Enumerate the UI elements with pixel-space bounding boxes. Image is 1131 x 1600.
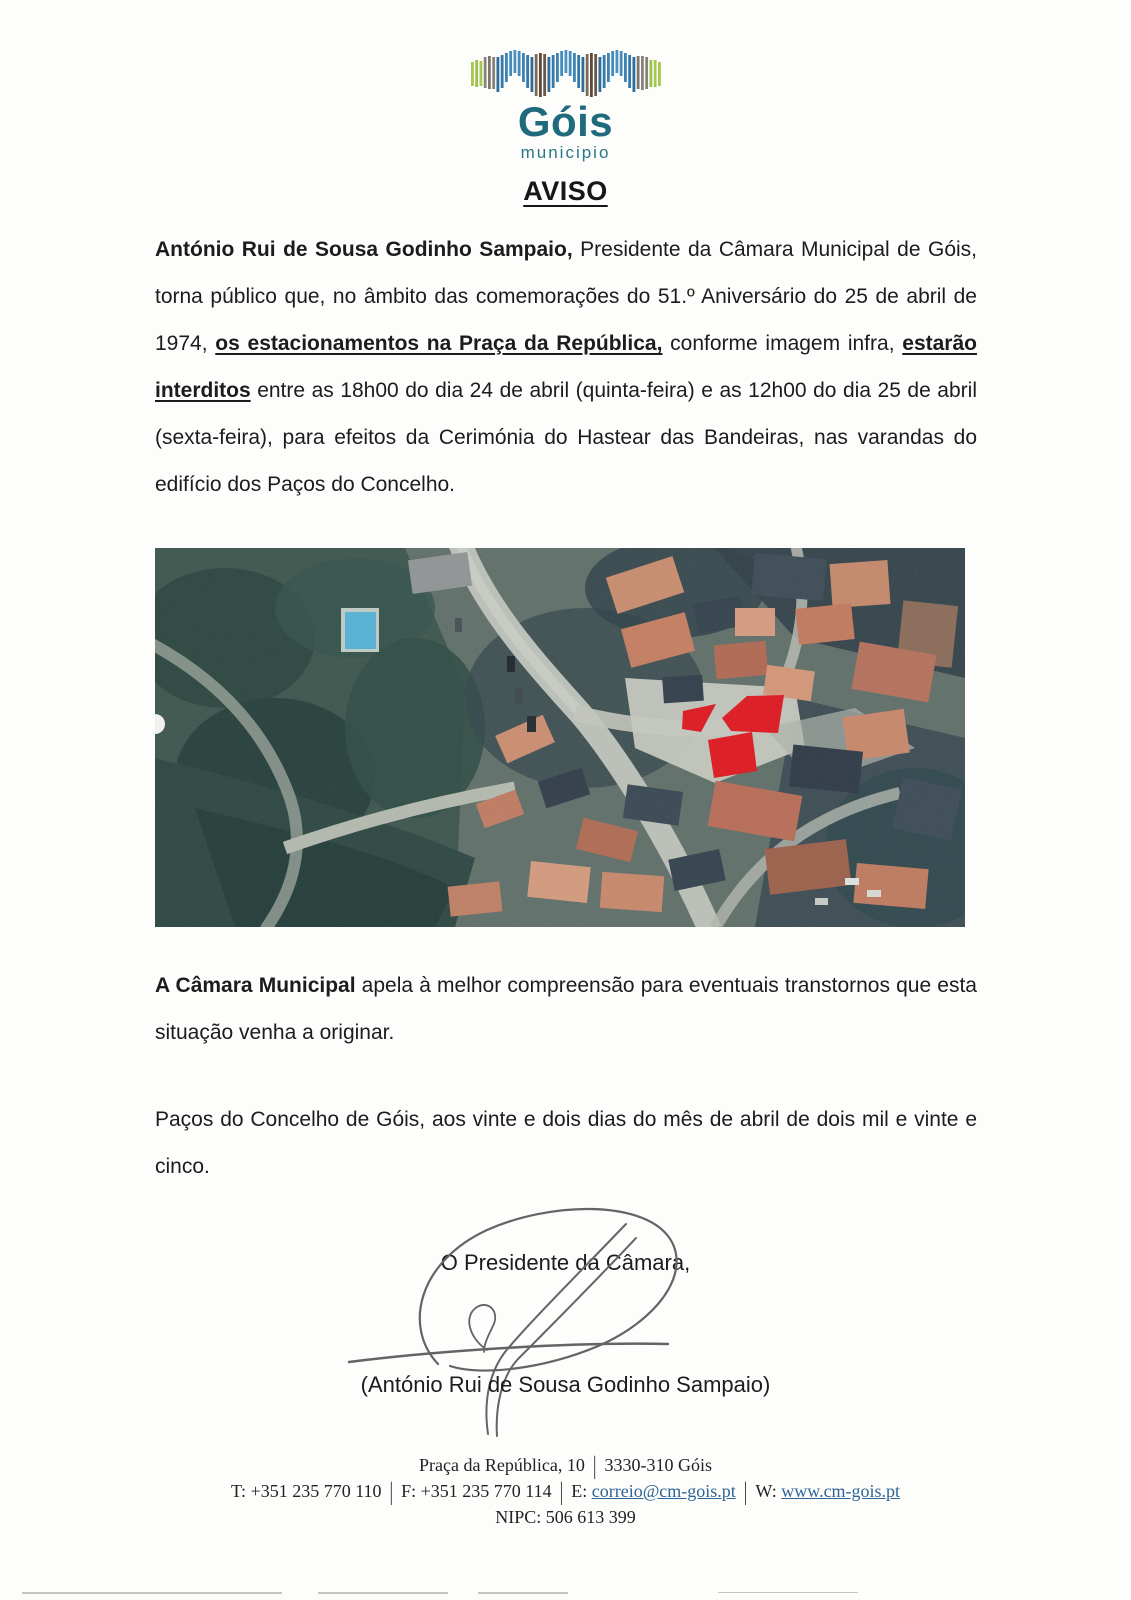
apology-paragraph (155, 962, 977, 1056)
footer-contacts-line (0, 1478, 1131, 1504)
camara-municipal-bold: A Câmara Municipal (155, 974, 356, 997)
aerial-map-image (155, 548, 965, 927)
email-link[interactable]: correio@cm-gois.pt (591, 1481, 736, 1501)
date-place-paragraph: Paços do Concelho de Góis, aos vinte e dois dias do mês de abril de dois mil e vinte e cinco. (155, 1108, 977, 1178)
notice-main-paragraph (155, 226, 977, 508)
logo-subtitle: municipio (520, 143, 611, 162)
footer-nipc: NIPC: 506 613 399 (495, 1507, 636, 1527)
p1-text-segment: Presidente da Câmara Municipal de Góis, torna público que, no âmbito das comemorações do 51.º Aniversário do 25 de abril de 1974, (155, 238, 978, 355)
web-label: W: (755, 1481, 777, 1501)
signature-printed-name: (António Rui de Sousa Godinho Sampaio) (360, 1372, 771, 1397)
footer-separator: | (592, 1451, 597, 1479)
interdiction-phrase-bold-underline: estarão interditos (155, 332, 977, 402)
footer-postal-city: 3330-310 Góis (604, 1455, 713, 1475)
phone-number: +351 235 770 110 (250, 1481, 382, 1501)
scan-artifact-line (718, 1592, 858, 1593)
email-label: E: (571, 1481, 588, 1501)
footer-address-line (0, 1452, 1131, 1478)
notice-title: AVISO (523, 176, 608, 206)
letterhead-footer (0, 1452, 1131, 1530)
footer-separator: | (743, 1477, 748, 1505)
scan-artifact-line (478, 1592, 568, 1594)
parking-phrase-bold-underline: os estacionamentos na Praça da República, (215, 332, 663, 355)
signature-title: O Presidente da Câmara, (440, 1250, 691, 1275)
footer-address: Praça da República, 10 (418, 1455, 585, 1475)
fax-label: F: (401, 1481, 417, 1501)
footer-separator: | (389, 1477, 394, 1505)
p1-text-segment: conforme imagem infra, (662, 332, 903, 355)
president-name-bold: António Rui de Sousa Godinho Sampaio, (155, 238, 573, 261)
phone-label: T: (230, 1481, 247, 1501)
p2-text-segment: apela à melhor compreensão para eventuais transtornos que esta situação venha a originar. (155, 974, 977, 1044)
logo-block (0, 46, 1131, 163)
footer-separator: | (559, 1477, 564, 1505)
handwritten-signature (335, 1192, 795, 1442)
gois-bridge-logo-icon (470, 46, 662, 100)
website-link[interactable]: www.cm-gois.pt (781, 1481, 901, 1501)
logo-municipality-name: Góis (517, 98, 614, 145)
fax-number: +351 235 770 114 (420, 1481, 552, 1501)
p1-text-segment: entre as 18h00 do dia 24 de abril (quinta-feira) e as 12h00 do dia 25 de abril (sexta-feira), para efeitos da Cerimónia do Hastear das Bandeiras, nas varandas do edifício dos Paços do Concelho. (155, 379, 977, 496)
scan-artifact-line (22, 1592, 282, 1594)
aerial-map-svg (155, 548, 965, 927)
scan-artifact-line (318, 1592, 448, 1594)
